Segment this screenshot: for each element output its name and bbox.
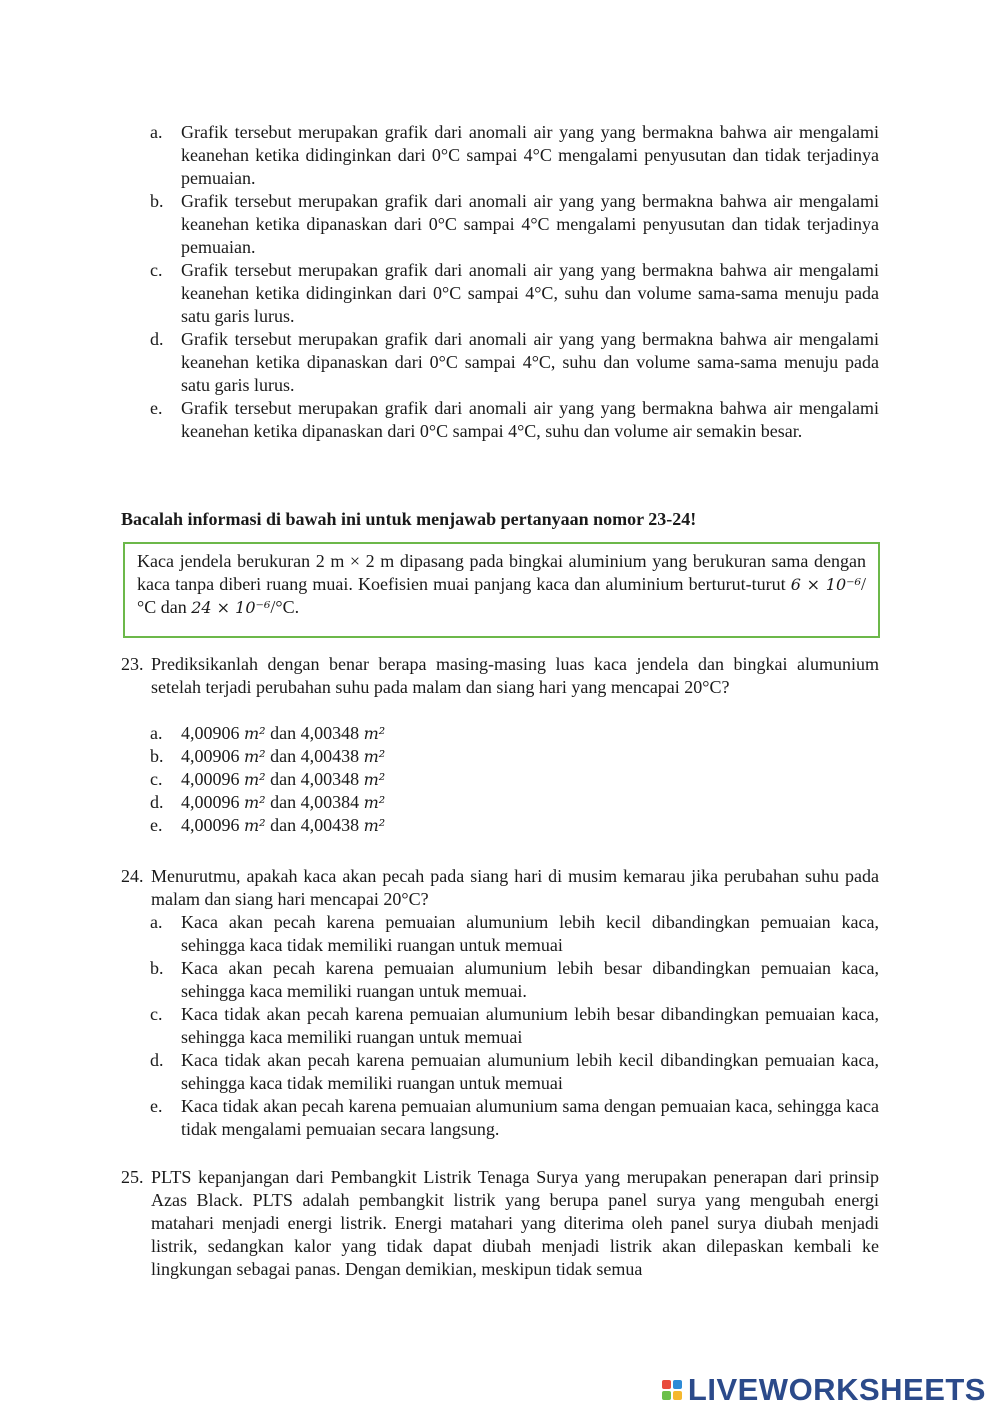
q22-option-list (150, 121, 879, 443)
question-23 (121, 653, 879, 699)
question-25 (121, 1166, 879, 1281)
logo-square-green (662, 1391, 671, 1400)
logo-square-blue (673, 1380, 682, 1389)
q23-option-b[interactable]: b. 4,00906 m² dan 4,00438 m² (150, 746, 386, 766)
logo-square-yellow (673, 1391, 682, 1400)
option-text: Grafik tersebut merupakan grafik dari anomali air yang yang bermakna bahwa air mengalami keanehan ketika dipanaskan dari 0°C sampai 4°C, suhu dan volume air semakin besar. (181, 398, 879, 441)
q23-option-list (150, 722, 879, 837)
q23-option-c[interactable]: c. 4,00096 m² dan 4,00348 m² (150, 769, 386, 789)
question-text: Prediksikanlah dengan benar berapa masing-masing luas kaca jendela dan bingkai alumunium setelah terjadi perubahan suhu pada malam dan siang hari yang mencapai 20°C? (151, 654, 879, 697)
option-text: Grafik tersebut merupakan grafik dari anomali air yang yang bermakna bahwa air mengalami keanehan ketika didinginkan dari 0°C sampai 4°C mengalami penyusutan dan tidak terjadinya pemuaian. (181, 122, 879, 188)
logo-wordmark: LIVEWORKSHEETS (687, 1372, 986, 1407)
q22-option-c[interactable]: c. Grafik tersebut merupakan grafik dari anomali air yang yang bermakna bahwa air mengalami keanehan ketika didinginkan dari 0°C sampai 4°C, suhu dan volume sama-sama menuju pada satu garis lurus. (150, 260, 879, 326)
option-text: Grafik tersebut merupakan grafik dari anomali air yang yang bermakna bahwa air mengalami keanehan ketika didinginkan dari 0°C sampai 4°C, suhu dan volume sama-sama menuju pada satu garis lurus. (181, 260, 879, 326)
logo-square-red (662, 1380, 671, 1389)
q24-option-a[interactable]: a. Kaca akan pecah karena pemuaian alumunium lebih kecil dibandingkan pemuaian kaca, sehingga kaca tidak memiliki ruangan untuk memuai (150, 912, 879, 955)
info-box: Kaca jendela berukuran 2 m × 2 m dipasang pada bingkai aluminium yang berukuran sama dengan kaca tanpa diberi ruang muai. Koefisien muai panjang kaca dan aluminium berturut-turut 6 × 10⁻⁶/°C dan 24 × 10⁻⁶/°C. (123, 542, 880, 638)
section-heading: Bacalah informasi di bawah ini untuk menjawab pertanyaan nomor 23-24! (121, 509, 697, 529)
coef-glass: 6 × 10⁻⁶ (790, 575, 861, 594)
question-number: 23. (121, 654, 144, 674)
q24-option-c[interactable]: c. Kaca tidak akan pecah karena pemuaian alumunium lebih besar dibandingkan pemuaian kaca, sehingga kaca memiliki ruangan untuk memuai (150, 1004, 879, 1047)
q23-option-e[interactable]: e. 4,00096 m² dan 4,00438 m² (150, 815, 386, 835)
q23-option-d[interactable]: d. 4,00096 m² dan 4,00384 m² (150, 792, 386, 812)
q24-option-e[interactable]: e. Kaca tidak akan pecah karena pemuaian alumunium sama dengan pemuaian kaca, sehingga kaca tidak mengalami pemuaian secara langsung. (150, 1096, 879, 1139)
option-text: Grafik tersebut merupakan grafik dari anomali air yang yang bermakna bahwa air mengalami keanehan ketika dipanaskan dari 0°C sampai 4°C, suhu dan volume sama-sama menuju pada satu garis lurus. (181, 329, 879, 395)
q22-option-e[interactable]: e. Grafik tersebut merupakan grafik dari anomali air yang yang bermakna bahwa air mengalami keanehan ketika dipanaskan dari 0°C sampai 4°C, suhu dan volume air semakin besar. (150, 398, 879, 441)
q24-option-b[interactable]: b. Kaca akan pecah karena pemuaian alumunium lebih besar dibandingkan pemuaian kaca, sehingga kaca memiliki ruangan untuk memuai. (150, 958, 879, 1001)
option-text: Grafik tersebut merupakan grafik dari anomali air yang yang bermakna bahwa air mengalami keanehan ketika dipanaskan dari 0°C sampai 4°C mengalami penyusutan dan tidak terjadinya pemuaian. (181, 191, 879, 257)
liveworksheets-logo (662, 1372, 986, 1408)
q24-option-list (150, 911, 879, 1141)
question-number: 25. (121, 1167, 144, 1187)
question-24 (121, 865, 879, 911)
q24-option-d[interactable]: d. Kaca tidak akan pecah karena pemuaian alumunium lebih kecil dibandingkan pemuaian kaca, sehingga kaca tidak memiliki ruangan untuk memuai (150, 1050, 879, 1093)
info-text: Kaca jendela berukuran 2 m × 2 m dipasang pada bingkai aluminium yang berukuran sama dengan kaca tanpa diberi ruang muai. Koefisien muai panjang kaca dan aluminium berturut-turut (137, 551, 866, 594)
logo-squares-icon (662, 1380, 682, 1400)
q22-option-d[interactable]: d. Grafik tersebut merupakan grafik dari anomali air yang yang bermakna bahwa air mengalami keanehan ketika dipanaskan dari 0°C sampai 4°C, suhu dan volume sama-sama menuju pada satu garis lurus. (150, 329, 879, 395)
question-number: 24. (121, 866, 144, 886)
q22-option-b[interactable]: b. Grafik tersebut merupakan grafik dari anomali air yang yang bermakna bahwa air mengalami keanehan ketika dipanaskan dari 0°C sampai 4°C mengalami penyusutan dan tidak terjadinya pemuaian. (150, 191, 879, 257)
q22-option-a[interactable]: a. Grafik tersebut merupakan grafik dari anomali air yang yang bermakna bahwa air mengalami keanehan ketika didinginkan dari 0°C sampai 4°C mengalami penyusutan dan tidak terjadinya pemuaian. (150, 122, 879, 188)
coef-aluminium: 24 × 10⁻⁶ (191, 598, 271, 617)
q23-option-a[interactable]: a. 4,00906 m² dan 4,00348 m² (150, 723, 386, 743)
question-text: Menurutmu, apakah kaca akan pecah pada siang hari di musim kemarau jika perubahan suhu pada malam dan siang hari mencapai 20°C? (151, 866, 879, 909)
question-text: PLTS kepanjangan dari Pembangkit Listrik Tenaga Surya yang merupakan penerapan dari prinsip Azas Black. PLTS adalah pembangkit listrik yang berupa panel surya yang mengubah energi matahari menjadi energi listrik. Energi matahari yang diterima oleh panel surya diubah menjadi listrik, sedangkan kalor yang tidak dapat diubah menjadi listrik akan dilepaskan kembali ke lingkungan sebagai panas. Dengan demikian, meskipun tidak semua (151, 1167, 879, 1279)
